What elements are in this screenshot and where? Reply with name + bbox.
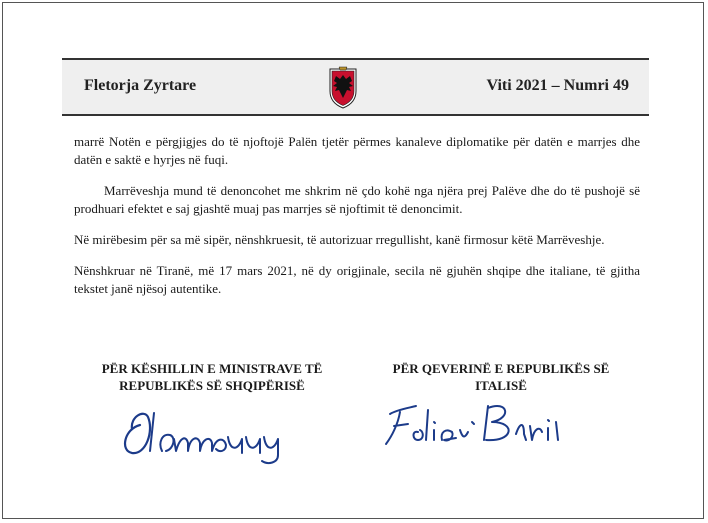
paragraph: Nënshkruar në Tiranë, më 17 mars 2021, në dy origjinale, secila në gjuhën shqipe dhe italiane, të gjitha tekstet janë njësoj autentike. bbox=[74, 263, 640, 296]
signatory-right-title bbox=[373, 360, 629, 394]
signatory-right-line2: ITALISË bbox=[475, 378, 527, 393]
signatory-left-line2: REPUBLIKËS SË SHQIPËRISË bbox=[119, 378, 305, 393]
paragraph: Në mirëbesim për sa më sipër, nënshkruesit, të autorizuar rregullisht, kanë firmosur këtë Marrëveshje. bbox=[74, 232, 605, 247]
signatory-left-title bbox=[92, 360, 332, 394]
page-header bbox=[62, 58, 649, 116]
publication-title: Fletorja Zyrtare bbox=[84, 77, 197, 94]
right-handwritten-signature bbox=[376, 392, 581, 450]
signatory-left-line1: PËR KËSHILLIN E MINISTRAVE TË bbox=[101, 361, 323, 376]
issue-number: Viti 2021 – Numri 49 bbox=[486, 77, 629, 94]
left-handwritten-signature bbox=[118, 395, 328, 467]
paragraph: Marrëveshja mund të denoncohet me shkrim në çdo kohë nga njëra prej Palëve dhe do të pushojë së prodhuari efektet e saj gjashtë muaj pas marrjes së njoftimit të denoncimit. bbox=[74, 183, 640, 216]
signatory-right-line1: PËR QEVERINË E REPUBLIKËS SË bbox=[392, 361, 610, 376]
albanian-eagle-emblem-icon bbox=[328, 65, 358, 109]
paragraph: marrë Notën e përgjigjes do të njoftojë Palën tjetër përmes kanaleve diplomatike për datën e marrjes dhe datën e saktë e hyrjes në fuqi. bbox=[74, 134, 640, 167]
document-body bbox=[74, 133, 640, 311]
